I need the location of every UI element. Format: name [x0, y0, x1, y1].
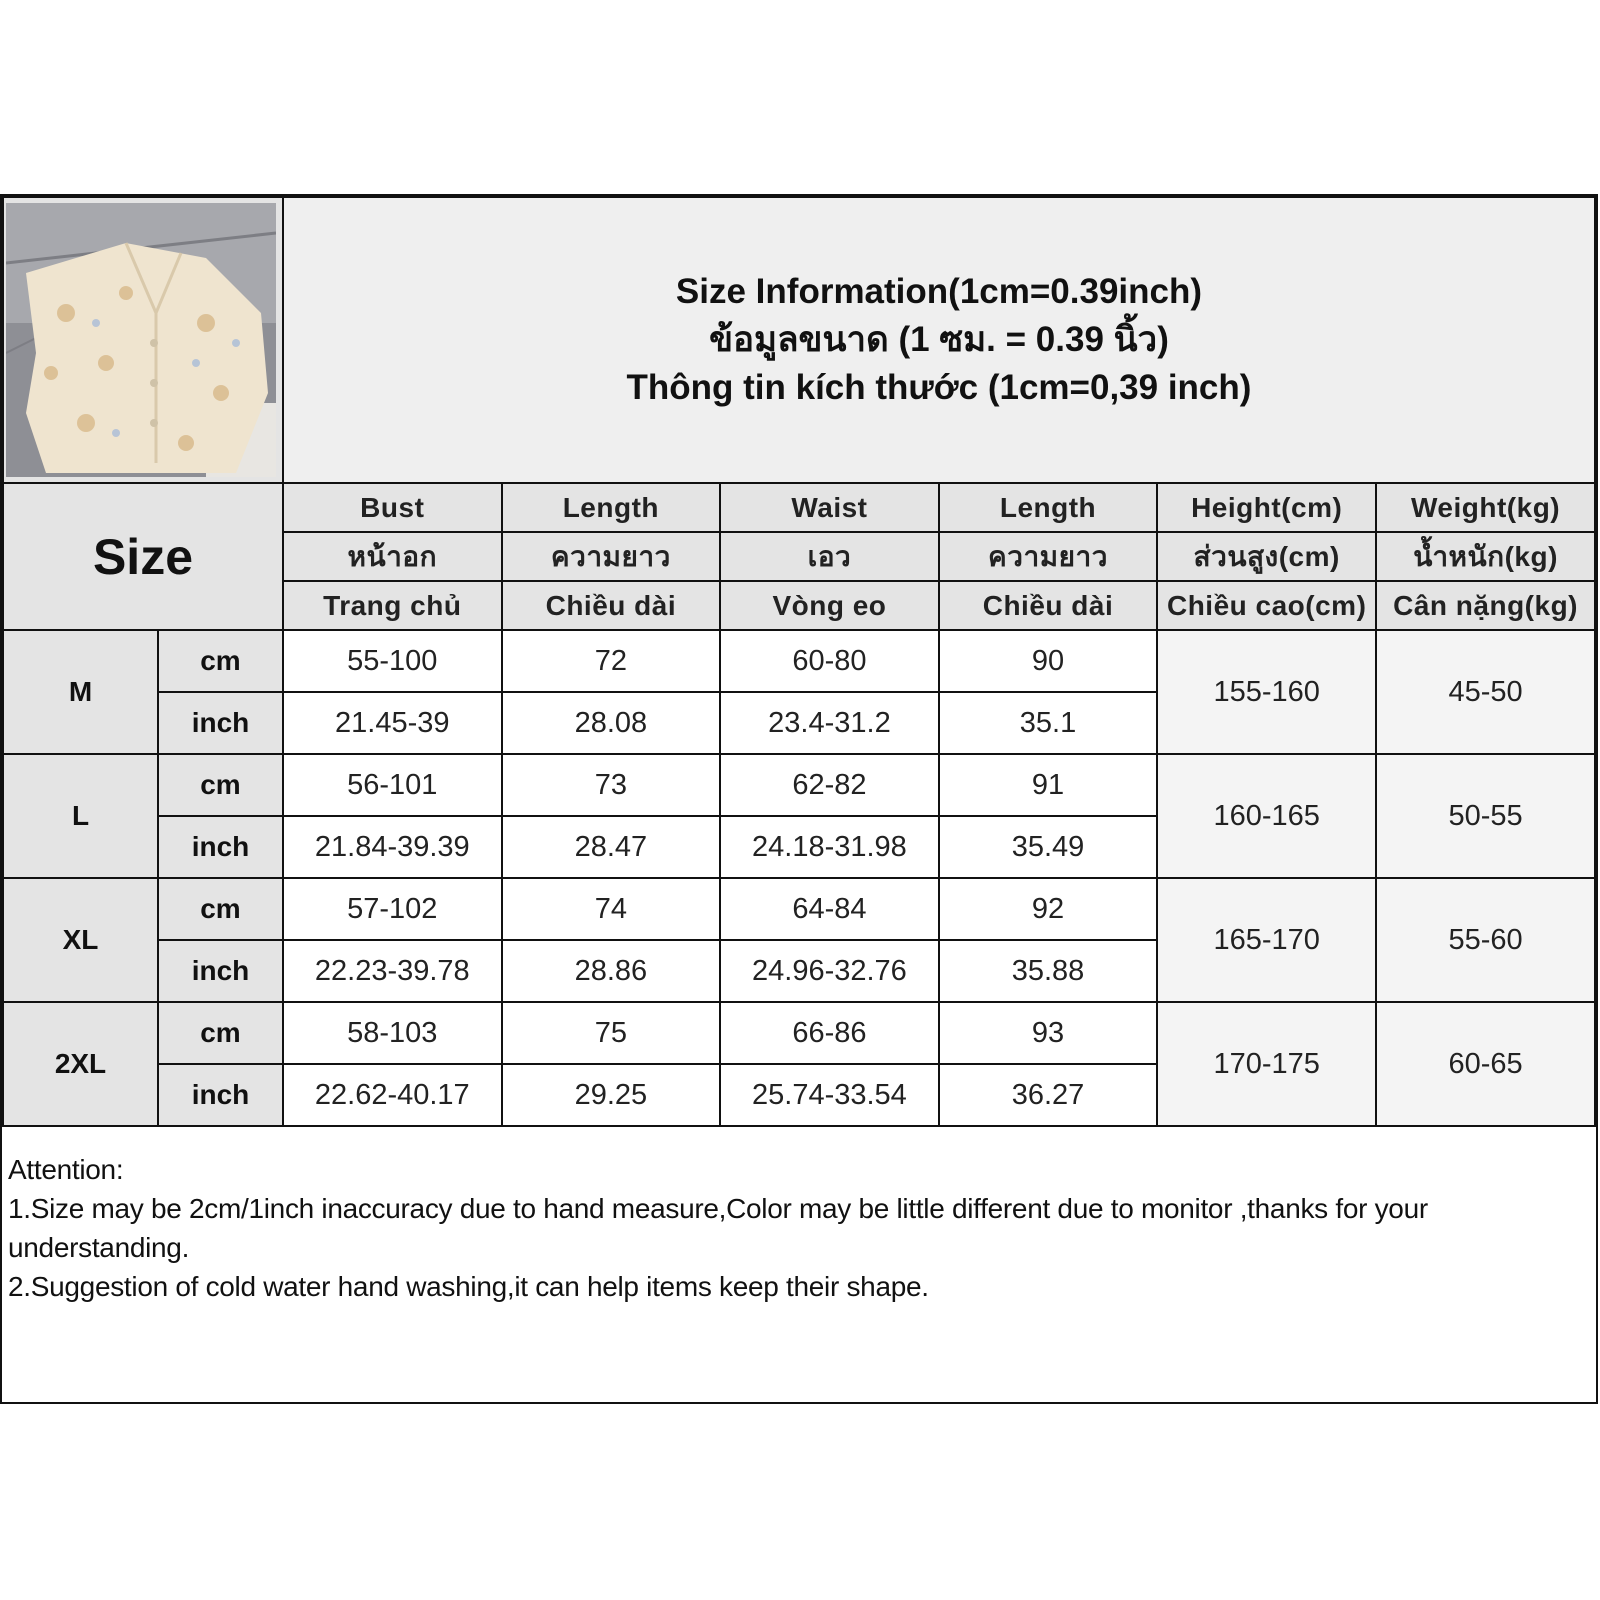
measurement-cell: 25.74-33.54	[720, 1064, 939, 1126]
measurement-cell: 57-102	[283, 878, 502, 940]
measurement-cell: 62-82	[720, 754, 939, 816]
measurement-cell: 58-103	[283, 1002, 502, 1064]
weight-range-cell: 60-65	[1376, 1002, 1595, 1126]
unit-label: inch	[158, 692, 283, 754]
table-row	[3, 754, 1595, 816]
measurement-cell: 35.49	[939, 816, 1158, 878]
column-header-en: Bust	[283, 483, 502, 532]
table-row	[3, 630, 1595, 692]
product-photo-cell	[3, 197, 283, 483]
measurement-cell: 64-84	[720, 878, 939, 940]
size-table	[2, 196, 1596, 1127]
unit-label: cm	[158, 878, 283, 940]
attention-note-2: 2.Suggestion of cold water hand washing,it can help items keep their shape.	[8, 1271, 929, 1302]
unit-label: inch	[158, 816, 283, 878]
measurement-cell: 28.47	[502, 816, 721, 878]
measurement-cell: 90	[939, 630, 1158, 692]
table-row	[3, 1002, 1595, 1064]
measurement-cell: 73	[502, 754, 721, 816]
measurement-cell: 74	[502, 878, 721, 940]
measurement-cell: 55-100	[283, 630, 502, 692]
measurement-cell: 23.4-31.2	[720, 692, 939, 754]
measurement-cell: 21.45-39	[283, 692, 502, 754]
measurement-cell: 60-80	[720, 630, 939, 692]
size-chart	[0, 194, 1598, 1404]
measurement-cell: 36.27	[939, 1064, 1158, 1126]
column-header-th: หน้าอก	[283, 532, 502, 581]
column-header-en: Length	[502, 483, 721, 532]
size-header: Size	[3, 483, 283, 630]
column-header-th: เอว	[720, 532, 939, 581]
title-cell	[283, 197, 1595, 483]
measurement-cell: 28.08	[502, 692, 721, 754]
column-header-vi: Cân nặng(kg)	[1376, 581, 1595, 630]
height-range-cell: 170-175	[1157, 1002, 1376, 1126]
column-header-en: Height(cm)	[1157, 483, 1376, 532]
column-header-vi: Chiều cao(cm)	[1157, 581, 1376, 630]
product-photo	[6, 203, 276, 477]
attention-note-1: 1.Size may be 2cm/1inch inaccuracy due to hand measure,Color may be little different due to monitor ,thanks for your understanding.	[8, 1193, 1428, 1263]
measurement-cell: 35.1	[939, 692, 1158, 754]
measurement-cell: 92	[939, 878, 1158, 940]
measurement-cell: 66-86	[720, 1002, 939, 1064]
column-header-th: ส่วนสูง(cm)	[1157, 532, 1376, 581]
measurement-cell: 24.96-32.76	[720, 940, 939, 1002]
measurement-cell: 22.23-39.78	[283, 940, 502, 1002]
column-header-th: ความยาว	[502, 532, 721, 581]
weight-range-cell: 45-50	[1376, 630, 1595, 754]
column-header-vi: Chiều dài	[939, 581, 1158, 630]
column-header-vi: Vòng eo	[720, 581, 939, 630]
column-header-en: Waist	[720, 483, 939, 532]
column-header-th: น้ำหนัก(kg)	[1376, 532, 1595, 581]
measurement-cell: 35.88	[939, 940, 1158, 1002]
size-name: M	[3, 630, 158, 754]
measurement-cell: 93	[939, 1002, 1158, 1064]
attention-heading: Attention:	[8, 1154, 124, 1185]
weight-range-cell: 50-55	[1376, 754, 1595, 878]
unit-label: cm	[158, 754, 283, 816]
measurement-cell: 29.25	[502, 1064, 721, 1126]
column-header-en: Length	[939, 483, 1158, 532]
column-header-th: ความยาว	[939, 532, 1158, 581]
size-name: L	[3, 754, 158, 878]
attention-notes	[8, 1150, 1588, 1306]
column-header-vi: Trang chủ	[283, 581, 502, 630]
height-range-cell: 160-165	[1157, 754, 1376, 878]
table-row	[3, 878, 1595, 940]
title-english: Size Information(1cm=0.39inch)	[675, 272, 1203, 311]
measurement-cell: 24.18-31.98	[720, 816, 939, 878]
measurement-cell: 21.84-39.39	[283, 816, 502, 878]
size-name: XL	[3, 878, 158, 1002]
unit-label: inch	[158, 1064, 283, 1126]
size-name: 2XL	[3, 1002, 158, 1126]
height-range-cell: 165-170	[1157, 878, 1376, 1002]
unit-label: inch	[158, 940, 283, 1002]
column-header-vi: Chiều dài	[502, 581, 721, 630]
height-range-cell: 155-160	[1157, 630, 1376, 754]
measurement-cell: 28.86	[502, 940, 721, 1002]
weight-range-cell: 55-60	[1376, 878, 1595, 1002]
title-vietnamese: Thông tin kích thước (1cm=0,39 inch)	[626, 368, 1252, 407]
title-thai: ข้อมูลขนาด (1 ซม. = 0.39 นิ้ว)	[709, 320, 1169, 359]
measurement-cell: 72	[502, 630, 721, 692]
unit-label: cm	[158, 630, 283, 692]
measurement-cell: 22.62-40.17	[283, 1064, 502, 1126]
measurement-cell: 91	[939, 754, 1158, 816]
measurement-cell: 56-101	[283, 754, 502, 816]
measurement-cell: 75	[502, 1002, 721, 1064]
unit-label: cm	[158, 1002, 283, 1064]
column-header-en: Weight(kg)	[1376, 483, 1595, 532]
